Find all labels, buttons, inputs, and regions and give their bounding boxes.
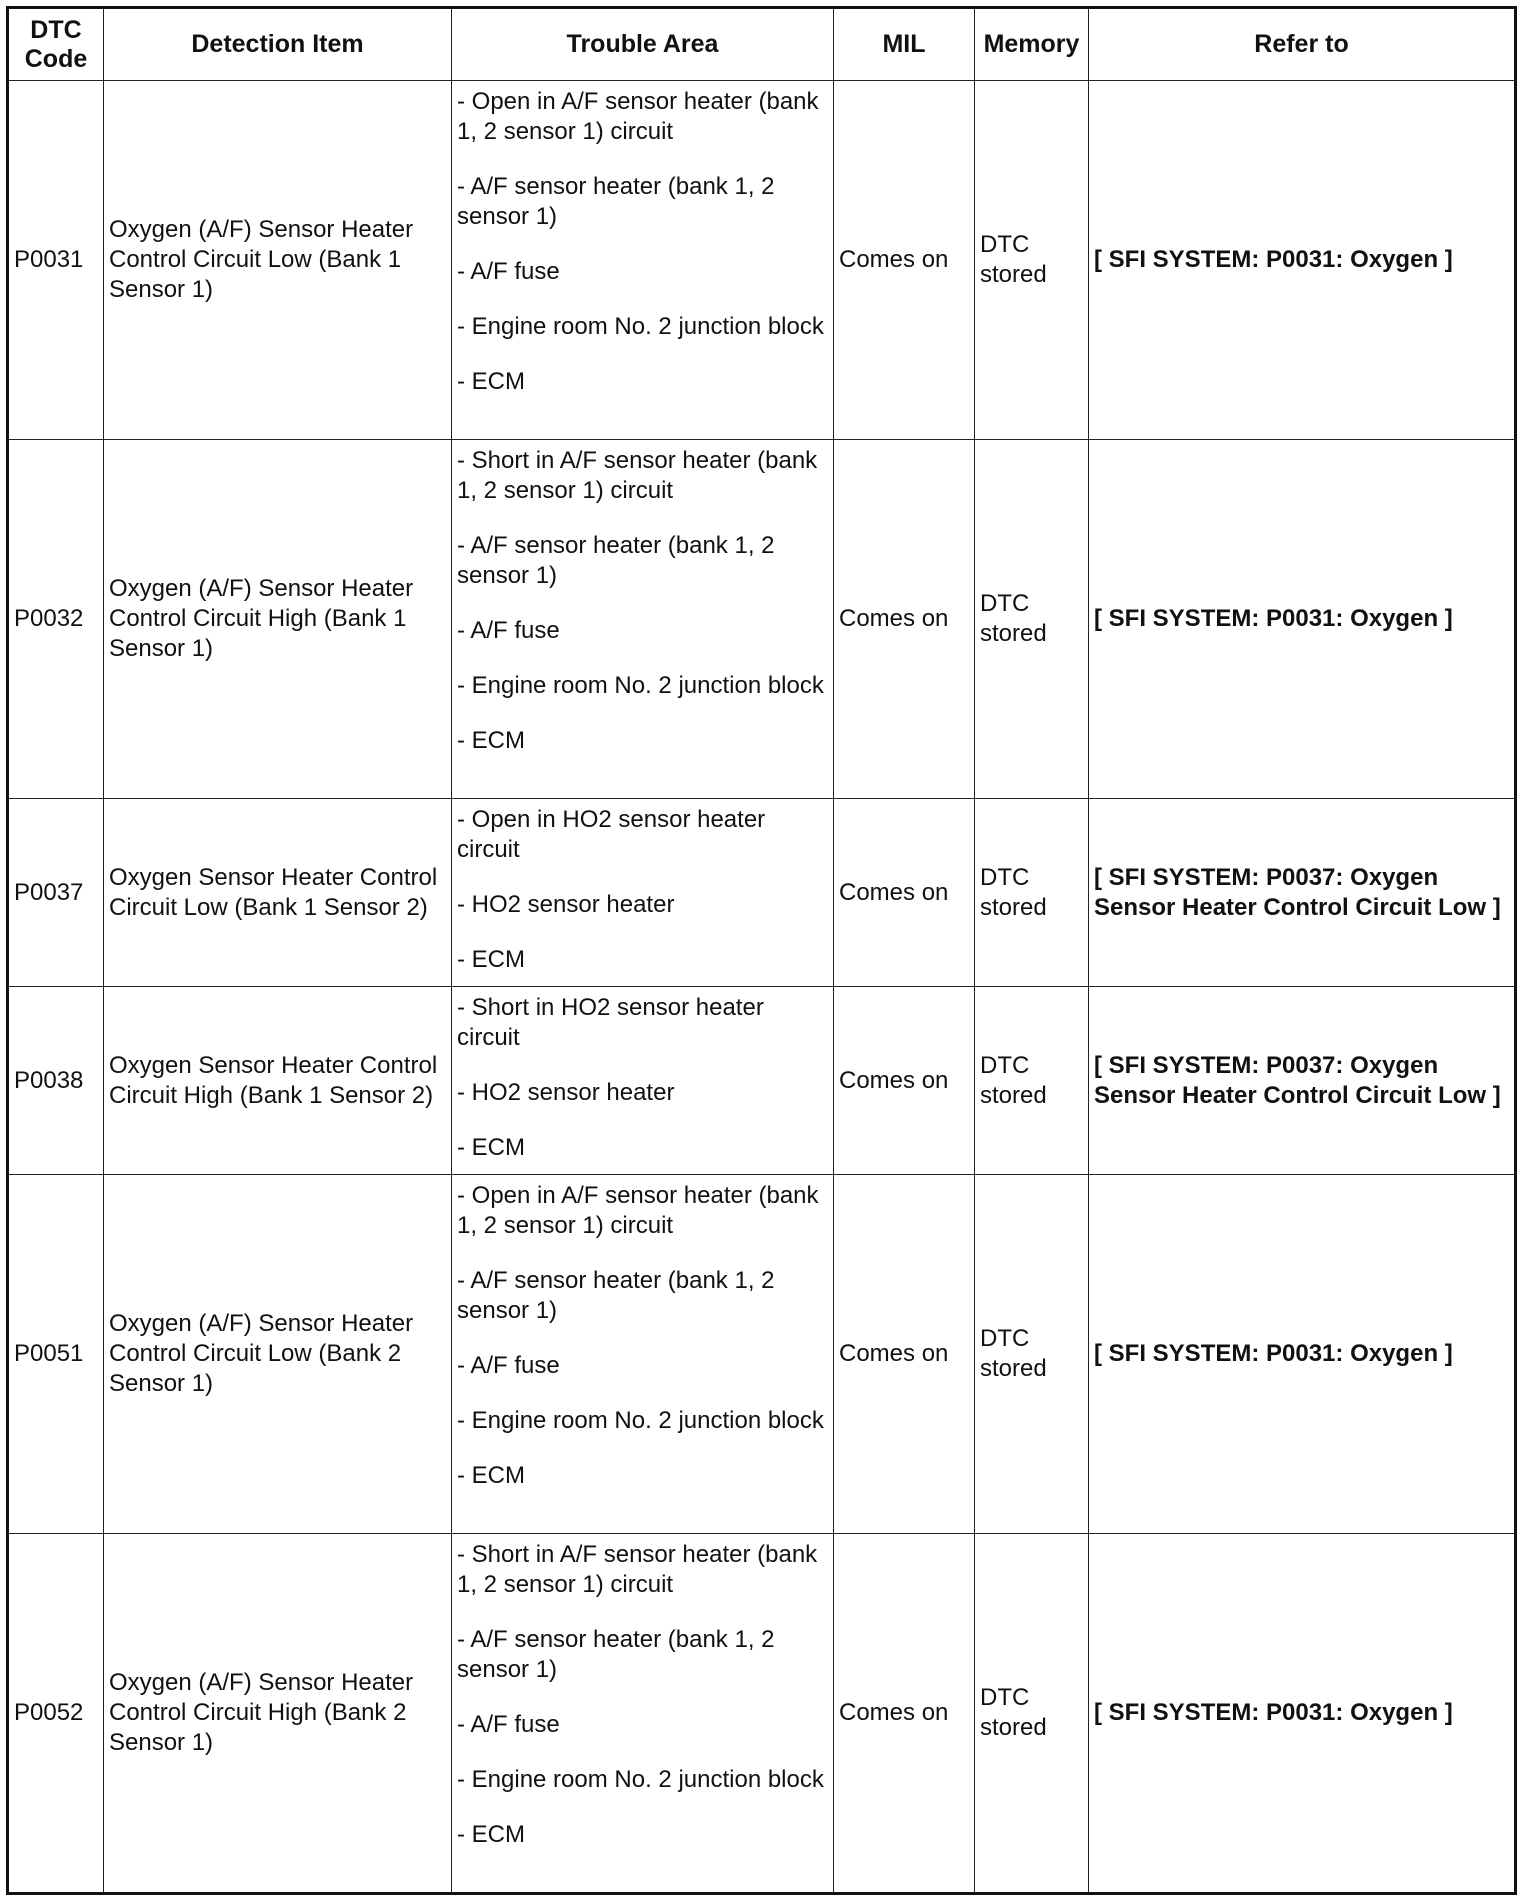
trouble-area-item: - A/F sensor heater (bank 1, 2 sensor 1) — [457, 1267, 775, 1324]
detection-item-cell: Oxygen (A/F) Sensor Heater Control Circuit Low (Bank 1 Sensor 1) — [104, 81, 452, 440]
header-trouble-area: Trouble Area — [452, 8, 834, 81]
detection-item-cell: Oxygen (A/F) Sensor Heater Control Circuit High (Bank 2 Sensor 1) — [104, 1534, 452, 1894]
mil-cell: Comes on — [834, 1175, 975, 1534]
trouble-area-item: - Engine room No. 2 junction block — [457, 672, 824, 699]
mil-cell: Comes on — [834, 1534, 975, 1894]
dtc-code-cell: P0051 — [8, 1175, 104, 1534]
detection-item-cell: Oxygen Sensor Heater Control Circuit Low (Bank 1 Sensor 2) — [104, 799, 452, 987]
trouble-area-item: - ECM — [457, 727, 525, 754]
refer-to-link[interactable]: [ SFI SYSTEM: P0031: Oxygen ] — [1089, 1175, 1516, 1534]
trouble-area-item: - Short in A/F sensor heater (bank 1, 2 sensor 1) circuit — [457, 447, 818, 504]
dtc-code-cell: P0031 — [8, 81, 104, 440]
refer-to-link[interactable]: [ SFI SYSTEM: P0031: Oxygen ] — [1089, 1534, 1516, 1894]
refer-to-link[interactable]: [ SFI SYSTEM: P0031: Oxygen ] — [1089, 81, 1516, 440]
memory-cell: DTC stored — [975, 987, 1089, 1175]
memory-cell: DTC stored — [975, 81, 1089, 440]
detection-item-cell: Oxygen (A/F) Sensor Heater Control Circuit High (Bank 1 Sensor 1) — [104, 440, 452, 799]
header-row — [8, 8, 1516, 81]
table-body — [8, 81, 1516, 1894]
dtc-code-cell: P0052 — [8, 1534, 104, 1894]
trouble-area-cell — [452, 440, 834, 799]
mil-cell: Comes on — [834, 987, 975, 1175]
trouble-area-cell — [452, 799, 834, 987]
memory-cell: DTC stored — [975, 799, 1089, 987]
header-dtc-code: DTC Code — [8, 8, 104, 81]
trouble-area-item: - A/F sensor heater (bank 1, 2 sensor 1) — [457, 1626, 775, 1683]
detection-item-cell: Oxygen (A/F) Sensor Heater Control Circuit Low (Bank 2 Sensor 1) — [104, 1175, 452, 1534]
table-row — [8, 1175, 1516, 1534]
trouble-area-item: - A/F sensor heater (bank 1, 2 sensor 1) — [457, 173, 775, 230]
trouble-area-cell — [452, 81, 834, 440]
memory-cell: DTC stored — [975, 440, 1089, 799]
trouble-area-item: - Engine room No. 2 junction block — [457, 313, 824, 340]
trouble-area-item: - HO2 sensor heater — [457, 1079, 675, 1106]
trouble-area-item: - ECM — [457, 368, 525, 395]
mil-cell: Comes on — [834, 440, 975, 799]
table-row — [8, 799, 1516, 987]
table-row — [8, 81, 1516, 440]
trouble-area-item: - Engine room No. 2 junction block — [457, 1766, 824, 1793]
header-mil: MIL — [834, 8, 975, 81]
trouble-area-item: - Short in HO2 sensor heater circuit — [457, 994, 764, 1051]
trouble-area-item: - Open in A/F sensor heater (bank 1, 2 sensor 1) circuit — [457, 1182, 819, 1239]
table-row — [8, 440, 1516, 799]
refer-to-link[interactable]: [ SFI SYSTEM: P0037: Oxygen Sensor Heater Control Circuit Low ] — [1089, 799, 1516, 987]
trouble-area-item: - A/F fuse — [457, 617, 560, 644]
trouble-area-item: - Engine room No. 2 junction block — [457, 1407, 824, 1434]
table-row — [8, 987, 1516, 1175]
dtc-table — [6, 6, 1517, 1895]
trouble-area-item: - ECM — [457, 1821, 525, 1848]
refer-to-link[interactable]: [ SFI SYSTEM: P0037: Oxygen Sensor Heater Control Circuit Low ] — [1089, 987, 1516, 1175]
detection-item-cell: Oxygen Sensor Heater Control Circuit High (Bank 1 Sensor 2) — [104, 987, 452, 1175]
trouble-area-item: - Open in HO2 sensor heater circuit — [457, 806, 766, 863]
trouble-area-item: - A/F fuse — [457, 1711, 560, 1738]
trouble-area-cell — [452, 1534, 834, 1894]
trouble-area-item: - A/F sensor heater (bank 1, 2 sensor 1) — [457, 532, 775, 589]
trouble-area-item: - A/F fuse — [457, 258, 560, 285]
trouble-area-item: - ECM — [457, 1462, 525, 1489]
header-detection-item: Detection Item — [104, 8, 452, 81]
table-row — [8, 1534, 1516, 1894]
mil-cell: Comes on — [834, 799, 975, 987]
mil-cell: Comes on — [834, 81, 975, 440]
trouble-area-item: - ECM — [457, 1134, 525, 1161]
trouble-area-cell — [452, 1175, 834, 1534]
refer-to-link[interactable]: [ SFI SYSTEM: P0031: Oxygen ] — [1089, 440, 1516, 799]
dtc-code-cell: P0037 — [8, 799, 104, 987]
dtc-code-cell: P0038 — [8, 987, 104, 1175]
dtc-code-cell: P0032 — [8, 440, 104, 799]
trouble-area-item: - Short in A/F sensor heater (bank 1, 2 sensor 1) circuit — [457, 1541, 818, 1598]
memory-cell: DTC stored — [975, 1175, 1089, 1534]
trouble-area-item: - A/F fuse — [457, 1352, 560, 1379]
memory-cell: DTC stored — [975, 1534, 1089, 1894]
trouble-area-cell — [452, 987, 834, 1175]
trouble-area-item: - HO2 sensor heater — [457, 891, 675, 918]
trouble-area-item: - ECM — [457, 946, 525, 973]
trouble-area-item: - Open in A/F sensor heater (bank 1, 2 sensor 1) circuit — [457, 88, 819, 145]
header-memory: Memory — [975, 8, 1089, 81]
header-refer-to: Refer to — [1089, 8, 1516, 81]
